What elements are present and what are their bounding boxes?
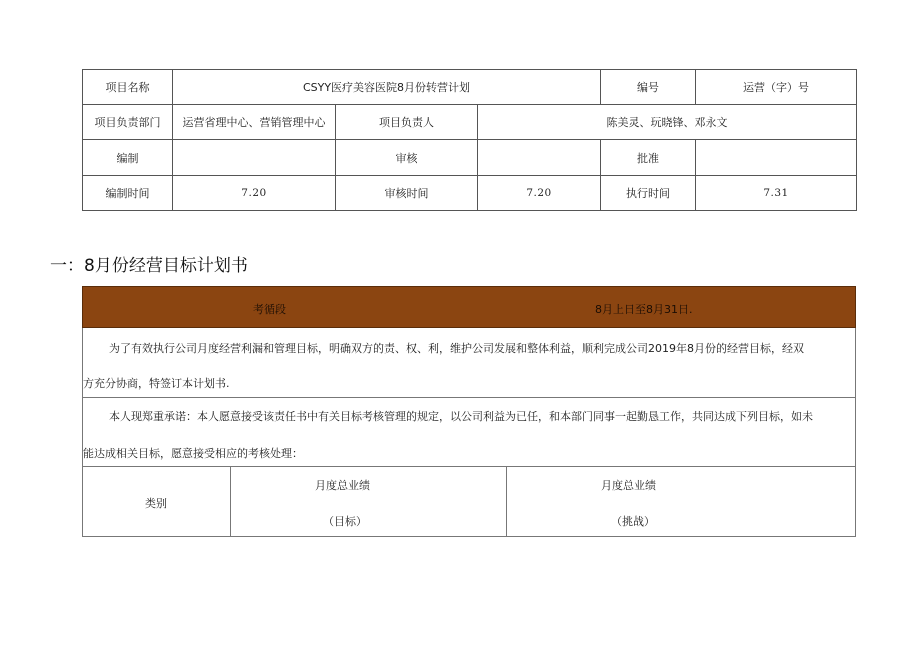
review-time-value: 7.20 <box>478 176 601 211</box>
number-value: 运营（字）号 <box>696 70 857 105</box>
commitment-line-1: 本人现郑重承诺：本人愿意接受该责任书中有关目标考核管理的规定，以公司利益为已任，和本部门同事一起勤恳工作，共同达成下列目标，如未 <box>109 410 813 423</box>
period-header-band <box>82 286 856 328</box>
compile-value <box>173 140 336 176</box>
category-divider-2 <box>506 467 507 536</box>
label-number: 编号 <box>601 70 696 105</box>
label-compile-time: 编制时间 <box>83 176 173 211</box>
commitment-paragraph <box>82 398 856 467</box>
info-row-project <box>83 70 857 105</box>
purpose-line-2: 方充分协商，特签订本计划书. <box>83 377 230 390</box>
purpose-line-1: 为了有效执行公司月度经营利漏和管理目标，明确双方的责、权、利，维护公司发展和整体利益，顺利完成公司2019年8月份的经营目标，经双 <box>109 342 804 355</box>
owner-value: 陈美灵、玩晓锋、邓永文 <box>478 105 857 140</box>
label-review: 审核 <box>336 140 478 176</box>
period-value: 8月上日至8月31日. <box>595 303 693 316</box>
category-table <box>82 467 856 537</box>
project-name-value: CSYY医疗美容医院8月份转营计划 <box>173 70 601 105</box>
challenge-col-sub: （挑战） <box>611 515 655 528</box>
label-project-name: 项目名称 <box>83 70 173 105</box>
period-label: 考循段 <box>253 303 286 316</box>
target-col-sub: （目标） <box>323 515 367 528</box>
info-row-dept <box>83 105 857 140</box>
exec-time-value: 7.31 <box>696 176 857 211</box>
target-col-title: 月度总业绩 <box>315 479 370 492</box>
challenge-col-title: 月度总业绩 <box>601 479 656 492</box>
approve-value <box>696 140 857 176</box>
label-exec-time: 执行时间 <box>601 176 696 211</box>
dept-value: 运营省理中心、营销管理中心 <box>173 105 336 140</box>
category-divider-1 <box>230 467 231 536</box>
label-compile: 编制 <box>83 140 173 176</box>
project-info-table <box>82 69 857 211</box>
compile-time-value: 7.20 <box>173 176 336 211</box>
label-owner: 项目负责人 <box>336 105 478 140</box>
category-label: 类别 <box>145 497 167 510</box>
label-dept: 项目负责部门 <box>83 105 173 140</box>
purpose-paragraph <box>82 328 856 398</box>
label-approve: 批准 <box>601 140 696 176</box>
info-row-dates <box>83 176 857 211</box>
review-value <box>478 140 601 176</box>
info-row-signoff <box>83 140 857 176</box>
section-title: 一：8月份经营目标计划书 <box>50 256 248 276</box>
label-review-time: 审核时间 <box>336 176 478 211</box>
commitment-line-2: 能达成相关目标，愿意接受相应的考核处理： <box>83 447 303 460</box>
